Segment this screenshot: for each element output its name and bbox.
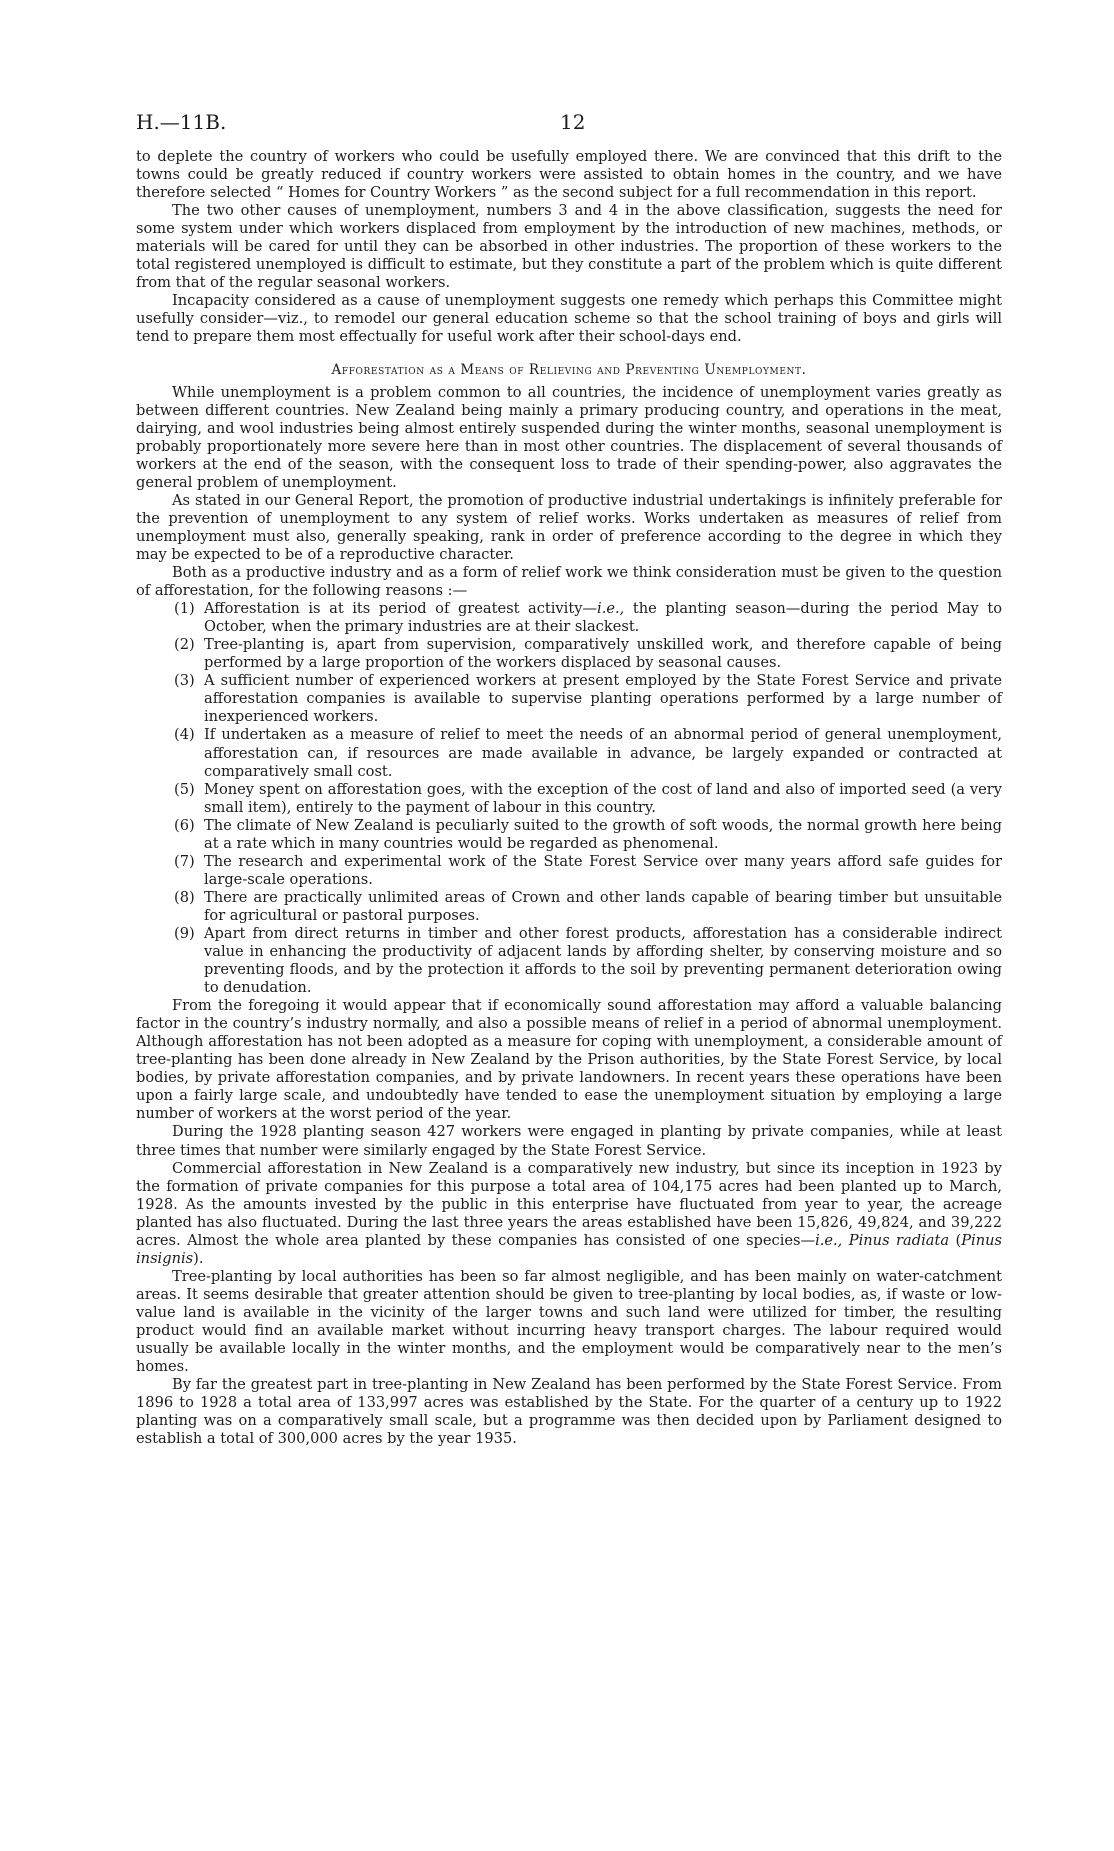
reason-number: (4) xyxy=(174,726,195,744)
paragraph-balancing-factor: From the foregoing it would appear that if economically sound afforestation may afford a valuable balancing factor in the country’s industry normally, and also a possible means of relief in a period of abnormal unemployment. Although afforestation has not been adopted as a measure for coping with unemployment, a considerable amount of tree-planting has been done already in New Zealand by the Prison authorities, by the State Forest Service, by local bodies, by private afforestation companies, and by private landowners. In recent years these operations have been upon a fairly large scale, and undoubtedly have tended to ease the unemployment situation by employing a large number of workers at the worst period of the year. xyxy=(136,997,1002,1123)
paragraph-incapacity: Incapacity considered as a cause of unemployment suggests one remedy which perhaps this Committee might usefully consider—viz., to remodel our general education scheme so that the school training of boys and girls will tend to prepare them most effectually for useful work after their school-days end. xyxy=(136,292,1002,346)
reason-item: (6) The climate of New Zealand is peculiarly suited to the growth of soft woods, the normal growth here being at a rate which in many countries would be regarded as phenomenal. xyxy=(174,816,1002,852)
reason-item: (3) A sufficient number of experienced workers at present employed by the State Forest Service and private afforestation companies is available to supervise planting operations performed by a large number of inexperienced workers. xyxy=(174,672,1002,726)
reason-number: (3) xyxy=(174,672,195,690)
paragraph-commercial-afforestation: Commercial afforestation in New Zealand is a comparatively new industry, but since its inception in 1923 by the formation of private companies for this purpose a total area of 104,175 acres had been planted up to March, 1928. As the amounts invested by the public in this enterprise have fluctuated from year to year, the acreage planted has also fluctuated. During the last three years the areas established have been 15,826, 49,824, and 39,222 acres. Almost the whole area planted by these companies has consisted of one species—i.e., Pinus radiata (Pinus insignis). xyxy=(136,1159,1002,1267)
paragraph-productive-undertakings: As stated in our General Report, the promotion of productive industrial undertakings is infinitely preferable for the prevention of unemployment to any system of relief works. Works undertaken as measures of relief from unemployment must also, generally speaking, rank in order of preference according to the degree in which they may be expected to be of a reproductive character. xyxy=(136,491,1002,563)
running-header xyxy=(136,110,1002,138)
paragraph-continued: to deplete the country of workers who could be usefully employed there. We are convinced that this drift to the towns could be greatly reduced if country workers were assisted to obtain homes in the country, and we have therefore selected “ Homes for Country Workers ” as the second subject for a full recommendation in this report. xyxy=(136,148,1002,202)
reason-number: (9) xyxy=(174,924,195,942)
reason-item: (4) If undertaken as a measure of relief to meet the needs of an abnormal period of general unemployment, afforestation can, if resources are made available in advance, be largely expanded or contracted at comparatively small cost. xyxy=(174,726,1002,780)
reason-item: (9) Apart from direct returns in timber and other forest products, afforestation has a considerable indirect value in enhancing the productivity of adjacent lands by affording shelter, by conserving moisture and so preventing floods, and by the protection it affords to the soil by preventing permanent deterioration owing to denudation. xyxy=(174,924,1002,997)
reason-number: (7) xyxy=(174,852,195,870)
reason-item: (5) Money spent on afforestation goes, with the exception of the cost of land and also of imported seed (a very small item), entirely to the payment of labour in this country. xyxy=(174,780,1002,816)
reason-number: (8) xyxy=(174,888,195,906)
paragraph-local-authorities: Tree-planting by local authorities has been so far almost negligible, and has been mainly on water-catchment areas. It seems desirable that greater attention should be given to tree-planting by local bodies, as, if waste or low-value land is available in the vicinity of the larger towns and such land were utilized for timber, the resulting product would find an available market without incurring heavy transport charges. The labour required would usually be available locally in the winter months, and the employment would be comparatively near to the men’s homes. xyxy=(136,1267,1002,1376)
body-text xyxy=(136,148,1002,1448)
paragraph-1928-season: During the 1928 planting season 427 workers were engaged in planting by private companies, while at least three times that number were similarly engaged by the State Forest Service. xyxy=(136,1123,1002,1159)
reasons-list xyxy=(136,600,1002,997)
reason-number: (6) xyxy=(174,816,195,834)
reason-item: (7) The research and experimental work of the State Forest Service over many years afford safe guides for large-scale operations. xyxy=(174,852,1002,888)
document-page xyxy=(136,110,1002,1448)
reason-number: (1) xyxy=(174,600,195,618)
paragraph-causes-3-4: The two other causes of unemployment, numbers 3 and 4 in the above classification, suggests the need for some system under which workers displaced from employment by the introduction of new machines, methods, or materials will be cared for until they can be absorbed in other industries. The proportion of these workers to the total registered unemployed is difficult to estimate, but they constitute a part of the problem which is quite different from that of the regular seasonal workers. xyxy=(136,202,1002,292)
paragraph-reasons-intro: Both as a productive industry and as a form of relief work we think consideration must be given to the question of afforestation, for the following reasons :— xyxy=(136,564,1002,600)
page-number: 12 xyxy=(560,110,586,134)
reason-item: (8) There are practically unlimited areas of Crown and other lands capable of bearing timber but unsuitable for agricultural or pastoral purposes. xyxy=(174,888,1002,924)
paragraph-state-forest-service: By far the greatest part in tree-planting in New Zealand has been performed by the State Forest Service. From 1896 to 1928 a total area of 133,997 acres was established by the State. For the quarter of a century up to 1922 planting was on a comparatively small scale, but a programme was then decided upon by Parliament designed to establish a total of 300,000 acres by the year 1935. xyxy=(136,1376,1002,1448)
document-reference: H.—11B. xyxy=(136,110,227,134)
section-heading: Afforestation as a Means of Relieving and Preventing Unemployment. xyxy=(331,361,807,378)
reason-number: (2) xyxy=(174,636,195,654)
reason-item: (2) Tree-planting is, apart from supervision, comparatively unskilled work, and therefore capable of being performed by a large proportion of the workers displaced by seasonal causes. xyxy=(174,636,1002,672)
reason-item: (1) Afforestation is at its period of greatest activity—i.e., the planting season—during the period May to October, when the primary industries are at their slackest. xyxy=(174,600,1002,636)
reason-number: (5) xyxy=(174,780,195,798)
paragraph-seasonal-unemployment: While unemployment is a problem common to all countries, the incidence of unemployment varies greatly as between different countries. New Zealand being mainly a primary producing country, and operations in the meat, dairying, and wool industries being almost entirely suspended during the winter months, seasonal unemployment is probably proportionately more severe here than in most other countries. The displacement of several thousands of workers at the end of the season, with the consequent loss to trade of their spending-power, also aggravates the general problem of unemployment. xyxy=(136,383,1002,491)
